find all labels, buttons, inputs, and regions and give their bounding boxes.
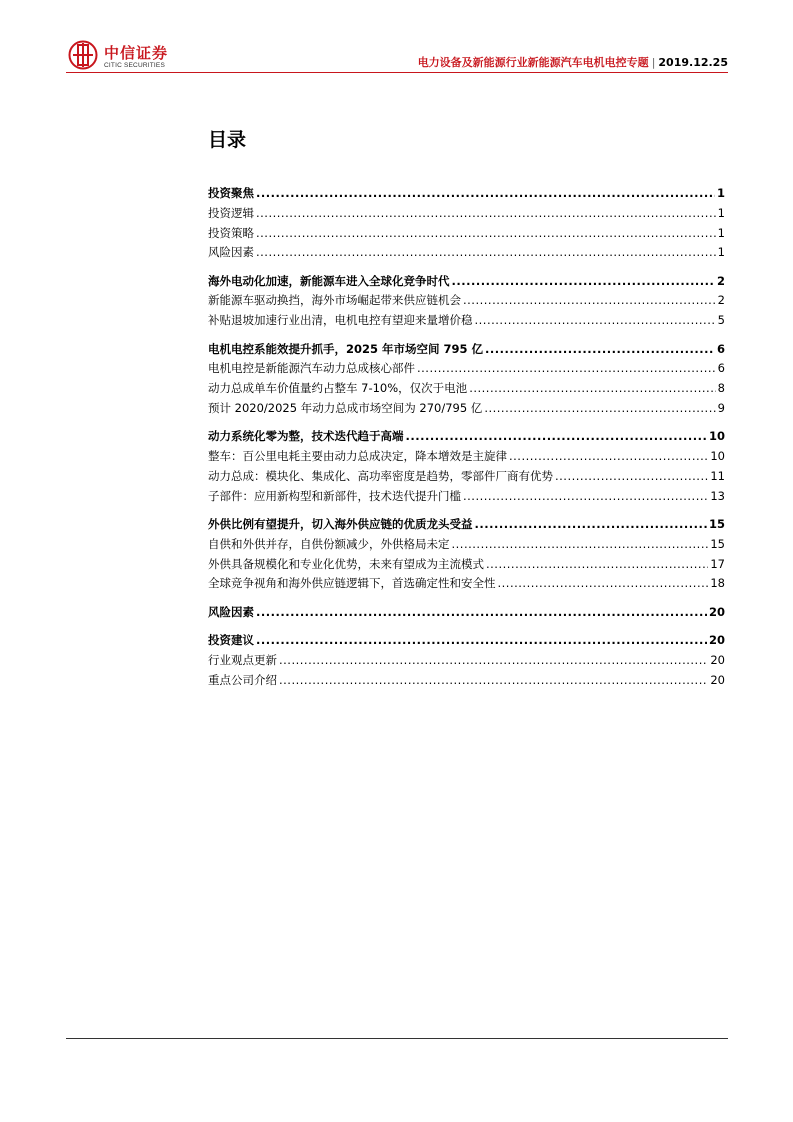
toc-entry-title: 重点公司介绍 xyxy=(208,672,277,687)
toc-page-number: 8 xyxy=(717,381,725,396)
toc-page-number: 20 xyxy=(710,652,725,667)
toc-page-number: 20 xyxy=(710,672,725,687)
toc-gap xyxy=(208,623,725,632)
toc-entry-title: 风险因素 xyxy=(208,604,254,619)
toc-entry-title: 投资逻辑 xyxy=(208,205,254,220)
footer-divider xyxy=(66,1038,728,1039)
toc-section-entry[interactable] xyxy=(208,516,725,536)
toc-entry-title: 电机电控系能效提升抓手，2025 年市场空间 795 亿 xyxy=(208,341,484,356)
toc-subsection-entry[interactable] xyxy=(208,488,725,508)
toc-heading: 目录 xyxy=(208,129,247,151)
toc-leader-dots xyxy=(417,361,716,375)
toc-subsection-entry[interactable] xyxy=(208,400,725,420)
toc-page-number: 1 xyxy=(717,205,725,220)
toc-entry-title: 动力总成：模块化、集成化、高功率密度是趋势，零部件厂商有优势 xyxy=(208,468,553,483)
toc-leader-dots xyxy=(279,673,708,687)
report-header-title xyxy=(418,54,728,70)
report-title: 电力设备及新能源行业新能源汽车电机电控专题 xyxy=(417,56,649,69)
toc-entry-title: 投资建议 xyxy=(208,632,254,647)
toc-entry-title: 海外电动化加速，新能源车进入全球化竞争时代 xyxy=(208,273,450,288)
toc-leader-dots xyxy=(256,605,707,619)
company-logo xyxy=(66,40,176,74)
toc-leader-dots xyxy=(256,226,716,240)
toc-entry-title: 整车：百公里电耗主要由动力总成决定，降本增效是主旋律 xyxy=(208,449,507,464)
toc-leader-dots xyxy=(475,517,707,531)
toc-entry-title: 风险因素 xyxy=(208,245,254,260)
toc-leader-dots xyxy=(256,206,716,220)
toc-leader-dots xyxy=(469,381,715,395)
toc-page-number: 5 xyxy=(717,313,725,328)
toc-leader-dots xyxy=(484,401,715,415)
toc-entry-title: 自供和外供并存，自供份额减少，外供格局未定 xyxy=(208,536,450,551)
toc-page-number: 10 xyxy=(710,449,725,464)
toc-subsection-entry[interactable] xyxy=(208,225,725,245)
toc-leader-dots xyxy=(406,429,707,443)
toc-page-number: 9 xyxy=(717,400,725,415)
toc-section-entry[interactable] xyxy=(208,428,725,448)
toc-page-number: 1 xyxy=(717,225,725,240)
toc-entry-title: 预计 2020/2025 年动力总成市场空间为 270/795 亿 xyxy=(208,400,483,415)
toc-entry-title: 新能源车驱动换挡，海外市场崛起带来供应链机会 xyxy=(208,293,461,308)
toc-entry-title: 投资聚焦 xyxy=(208,186,254,200)
toc-page-number: 2 xyxy=(717,293,725,308)
toc-page-number: 2 xyxy=(716,273,725,288)
toc-subsection-entry[interactable] xyxy=(208,448,725,468)
toc-entry-title: 动力系统化零为整，技术迭代趋于高端 xyxy=(208,429,404,444)
citic-logo-icon xyxy=(68,40,98,70)
toc-page-number: 1 xyxy=(717,245,725,260)
toc-leader-dots xyxy=(256,186,715,200)
toc-page-number: 15 xyxy=(710,536,725,551)
toc-leader-dots xyxy=(555,469,708,483)
toc-leader-dots xyxy=(279,653,708,667)
toc-page-number: 10 xyxy=(708,429,725,444)
toc-leader-dots xyxy=(485,342,715,356)
toc-entry-title: 补贴退坡加速行业出清，电机电控有望迎来量增价稳 xyxy=(208,313,473,328)
toc-entry-title: 动力总成单车价值量约占整车 7-10%，仅次于电池 xyxy=(208,381,468,396)
toc-gap xyxy=(208,595,725,604)
toc-section-entry[interactable] xyxy=(208,632,725,652)
logo-chinese-name: 中信证券 xyxy=(104,44,169,62)
toc-leader-dots xyxy=(452,274,715,288)
toc-subsection-entry[interactable] xyxy=(208,556,725,576)
toc-leader-dots xyxy=(498,576,709,590)
toc-leader-dots xyxy=(486,557,708,571)
toc-subsection-entry[interactable] xyxy=(208,468,725,488)
toc-entry-title: 电机电控是新能源汽车动力总成核心部件 xyxy=(208,361,415,376)
toc-page-number: 20 xyxy=(708,604,725,619)
toc-page-number: 18 xyxy=(710,576,725,591)
toc-entry-title: 投资策略 xyxy=(208,225,254,240)
toc-gap xyxy=(208,332,725,341)
toc-subsection-entry[interactable] xyxy=(208,652,725,672)
toc-entry-title: 外供具备规模化和专业化优势，未来有望成为主流模式 xyxy=(208,556,484,571)
toc-subsection-entry[interactable] xyxy=(208,312,725,332)
header-separator: | xyxy=(651,56,656,69)
toc-leader-dots xyxy=(452,537,709,551)
report-date: 2019.12.25 xyxy=(658,56,728,69)
toc-subsection-entry[interactable] xyxy=(208,360,725,380)
toc-leader-dots xyxy=(256,633,707,647)
logo-english-name: CITIC SECURITIES xyxy=(104,62,165,69)
toc-gap xyxy=(208,507,725,516)
toc-page-number: 15 xyxy=(708,516,725,531)
toc-page-number: 17 xyxy=(710,556,725,571)
toc-section-entry[interactable] xyxy=(208,273,725,293)
toc-page-number: 20 xyxy=(708,632,725,647)
toc-page-number: 11 xyxy=(710,468,725,483)
page-header xyxy=(66,36,728,76)
toc-entry-title: 全球竞争视角和海外供应链逻辑下，首选确定性和安全性 xyxy=(208,576,496,591)
toc-subsection-entry[interactable] xyxy=(208,244,725,264)
toc-section-entry[interactable] xyxy=(208,185,725,205)
toc-page-number: 6 xyxy=(716,341,725,356)
toc-section-entry[interactable] xyxy=(208,604,725,624)
toc-subsection-entry[interactable] xyxy=(208,575,725,595)
toc-entry-title: 子部件：应用新构型和新部件，技术迭代提升门槛 xyxy=(208,488,461,503)
toc-leader-dots xyxy=(256,245,716,259)
table-of-contents xyxy=(208,185,725,691)
toc-subsection-entry[interactable] xyxy=(208,672,725,692)
toc-leader-dots xyxy=(463,293,716,307)
toc-subsection-entry[interactable] xyxy=(208,205,725,225)
toc-leader-dots xyxy=(509,449,708,463)
header-divider xyxy=(66,72,728,73)
toc-page-number: 13 xyxy=(710,488,725,503)
toc-gap xyxy=(208,264,725,273)
toc-leader-dots xyxy=(463,489,708,503)
toc-gap xyxy=(208,420,725,429)
toc-subsection-entry[interactable] xyxy=(208,536,725,556)
toc-entry-title: 外供比例有望提升，切入海外供应链的优质龙头受益 xyxy=(208,516,473,531)
toc-subsection-entry[interactable] xyxy=(208,292,725,312)
toc-page-number: 6 xyxy=(717,361,725,376)
toc-entry-title: 行业观点更新 xyxy=(208,652,277,667)
toc-leader-dots xyxy=(475,313,716,327)
toc-subsection-entry[interactable] xyxy=(208,380,725,400)
toc-page-number: 1 xyxy=(716,186,725,200)
toc-section-entry[interactable] xyxy=(208,341,725,361)
